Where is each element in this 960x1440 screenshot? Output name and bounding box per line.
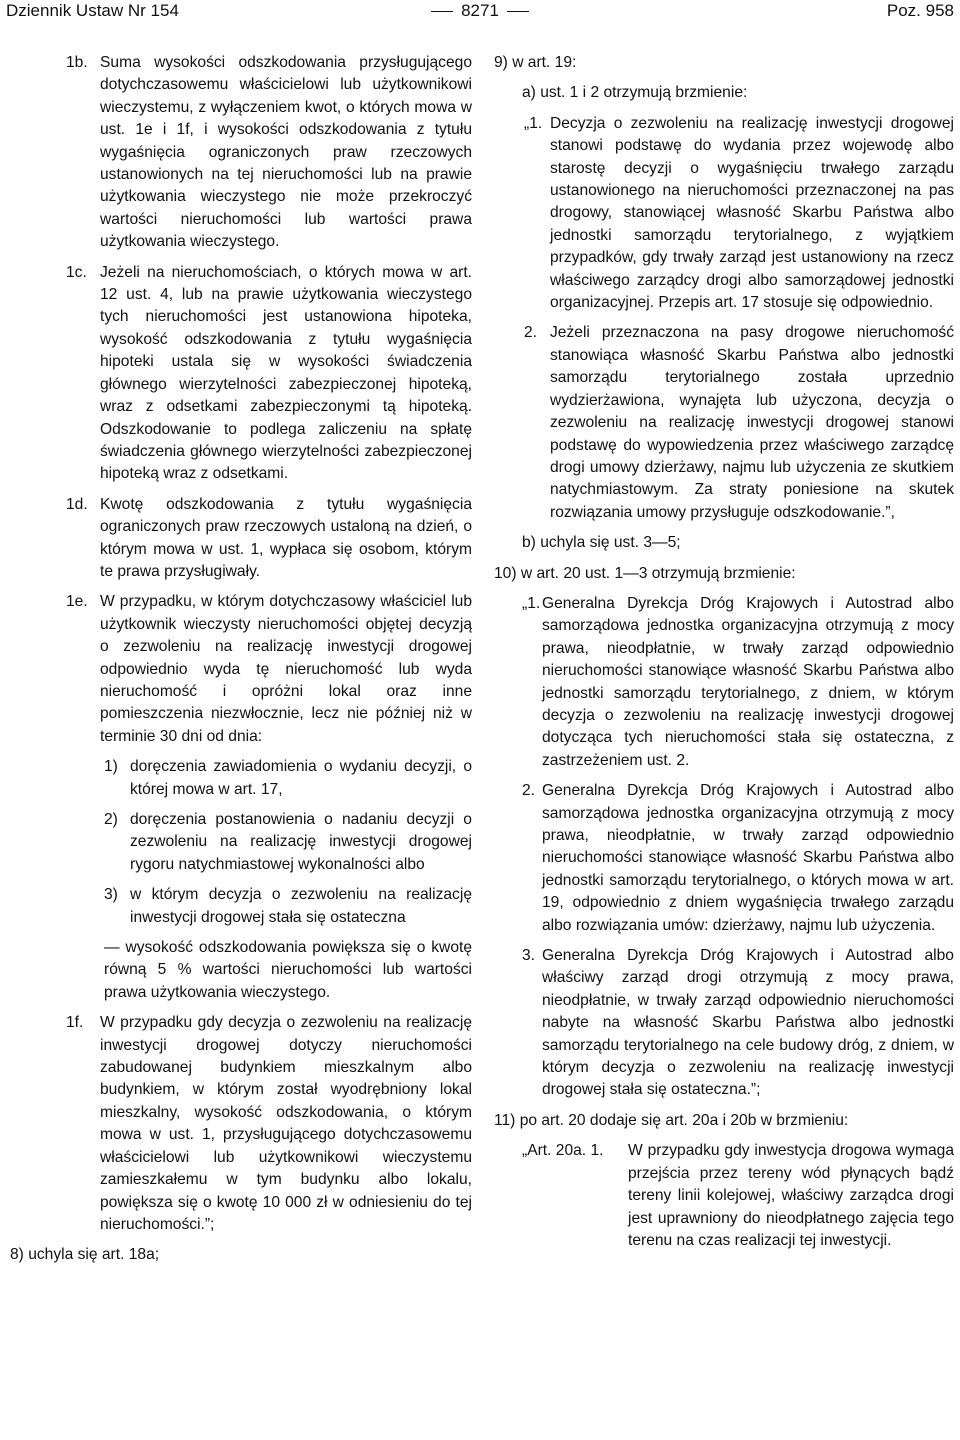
art20a-paragraph-1: [494, 1140, 954, 1252]
paragraph-text: Generalna Dyrekcja Dróg Krajowych i Autostrad albo samorządowa jednostka organizacyjna otrzymują z mocy prawa, nieodpłatnie, w trwały zarząd odpowiednio nieruchomości stanowiące własność Skarbu Państwa albo jednostki samorządu terytorialnego, z dniem, w którym decyzja o zezwoleniu na realizację inwestycji drogowej dotycząca tych nieruchomości stała się ostateczna, z zastrzeżeniem ust. 2.: [542, 594, 954, 769]
page-header: [6, 0, 954, 24]
paragraph-text: Suma wysokości odszkodowania przysługującego dotychczasowemu właścicielowi lub użytkownikowi wieczystemu, z wyłączeniem kwot, o których mowa w ust. 1e i 1f, i wysokości odszkodowania z tytułu wygaśnięcia ograniczonych praw rzeczowych ustanowionych na tej nieruchomości lub na prawie użytkowania wieczystego nie może przekroczyć wartości nieruchomości lub wartości prawa użytkowania wieczystego.: [100, 54, 472, 251]
paragraph-1e: [8, 591, 472, 748]
paragraph-number: 1c.: [66, 263, 87, 281]
item-11: 11) po art. 20 dodaje się art. 20a i 20b w brzmieniu:: [494, 1111, 849, 1129]
paragraph-1b: [8, 52, 472, 254]
paragraph-1d: [8, 494, 472, 584]
left-column: [8, 52, 472, 1275]
subitem-text: doręczenia postanowienia o nadaniu decyzji o zezwoleniu na realizację inwestycji drogowej rygoru natychmiastowej wykonalności albo: [130, 811, 472, 873]
subitem-text: w którym decyzja o zezwoleniu na realizację inwestycji drogowej stała się ostateczna: [130, 886, 472, 926]
subitem-3: [8, 884, 472, 929]
subitem-1: [8, 756, 472, 801]
subitem-number: 2): [104, 811, 118, 828]
journal-title: Dziennik Ustaw Nr 154: [6, 1, 179, 20]
item-9a: a) ust. 1 i 2 otrzymują brzmienie:: [522, 84, 748, 102]
quote-paragraph-2: [494, 322, 954, 524]
paragraph-1c: [8, 262, 472, 486]
paragraph-number: 1d.: [66, 495, 88, 513]
paragraph-number: „1.: [522, 594, 541, 612]
paragraph-1f: [8, 1012, 472, 1236]
dash-left: [431, 11, 453, 12]
subitem-text: doręczenia zawiadomienia o wydaniu decyzji, o której mowa w art. 17,: [130, 758, 472, 798]
quote-paragraph-1: [494, 113, 954, 315]
paragraph-number: 3.: [522, 947, 536, 965]
paragraph-text: Decyzja o zezwoleniu na realizację inwestycji drogowej stanowi podstawę do wydania przez wojewodę albo starostę decyzji o wygaśnięciu trwałego zarządu ustanowionego na nieruchomości przeznaczonej na pas drogowy, stanowiącej własność Skarbu Państwa albo jednostki samorządu terytorialnego, z wyjątkiem przypadków, gdy trwały zarząd jest ustanowiony na rzecz właściwego zarządcy drogi albo samorządowej jednostki organizacyjnej. Przepis art. 17 stosuje się odpowiednio.: [550, 114, 954, 312]
paragraph-text: W przypadku, w którym dotychczasowy właściciel lub użytkownik wieczysty nieruchomości objętej decyzją o zezwoleniu na realizację inwestycji drogowej odpowiednio wyda tę nieruchomość lub wyda nieruchomość i opróżni lokal oraz inne pomieszczenia niezwłocznie, lecz nie później niż w terminie 30 dni od dnia:: [100, 593, 472, 745]
paragraph-number: 1e.: [66, 593, 88, 611]
subitem-2: [8, 809, 472, 876]
paragraph-text: Generalna Dyrekcja Dróg Krajowych i Autostrad albo właściwy zarząd drogi otrzymują z mocy prawa, nieodpłatnie, w trwały zarząd odpowiednio nieruchomości nabyte na własność Skarbu Państwa albo jednostki samorządu terytorialnego na cele budowy dróg, z dniem, w którym decyzja o zezwoleniu na realizację inwestycji drogowej stała się ostateczna.”;: [542, 947, 954, 1099]
paragraph-number: „1.: [524, 114, 543, 132]
paragraph-number: 2.: [524, 324, 538, 342]
item-9: 9) w art. 19:: [494, 54, 577, 71]
position-number: Poz. 958: [886, 1, 954, 20]
paragraph-text: W przypadku gdy decyzja o zezwoleniu na realizację inwestycji drogowej dotyczy nieruchomości zabudowanej budynkiem mieszkalnym albo budynkiem, w którym został wyodrębniony lokal mieszkalny, wysokość odszkodowania, o którym mowa w ust. 1, przysługującego dotychczasowemu właścicielowi lub użytkownikowi wieczystemu zamieszkałemu w tym budynku albo lokalu, powiększa się o kwotę 10 000 zł w odniesieniu do tej nieruchomości.”;: [100, 1014, 472, 1233]
paragraph-text: Jeżeli na nieruchomościach, o których mowa w art. 12 ust. 4, lub na prawie użytkowania wieczystego tych nieruchomości jest ustanowiona hipoteka, wysokość odszkodowania z tytułu wygaśnięcia hipoteki ustala się w wysokości świadczenia głównego wierzytelności zabezpieczonej hipoteką, wraz z odsetkami zabezpieczonymi tą hipoteką. Odszkodowanie to podlega zaliczeniu na spłatę świadczenia głównego wierzytelności zabezpieczonej hipoteką wraz z odsetkami.: [100, 263, 472, 483]
paragraph-number: „Art. 20a. 1.: [522, 1142, 604, 1160]
right-column: [494, 52, 954, 1260]
paragraph-number: 2.: [522, 782, 536, 800]
item-10: 10) w art. 20 ust. 1—3 otrzymują brzmienie:: [494, 564, 796, 582]
art20-paragraph-2: [494, 780, 954, 937]
subitem-number: 3): [104, 886, 118, 904]
paragraph-number: 1b.: [66, 54, 88, 71]
art20-paragraph-3: [494, 945, 954, 1102]
dash-clause: — wysokość odszkodowania powiększa się o kwotę równą 5 % wartości nieruchomości lub wartości prawa użytkowania wieczystego.: [104, 939, 472, 1001]
item-9b: b) uchyla się ust. 3—5;: [522, 534, 681, 552]
page-number-wrap: [6, 0, 954, 22]
subitem-number: 1): [104, 758, 118, 776]
paragraph-text: W przypadku gdy inwestycja drogowa wymaga przejścia przez tereny wód płynących bądź tereny linii kolejowej, właściwy zarządca drogi jest uprawniony do nieodpłatnego zajęcia tego terenu na czas realizacji tej inwestycji.: [628, 1142, 954, 1249]
paragraph-number: 1f.: [66, 1014, 84, 1032]
dash-right: [507, 11, 529, 12]
paragraph-text: Generalna Dyrekcja Dróg Krajowych i Autostrad albo samorządowa jednostka organizacyjna otrzymują z mocy prawa, nieodpłatnie, w trwały zarząd odpowiednio nieruchomości stanowiące własność Skarbu Państwa albo jednostki samorządu terytorialnego, o których mowa w art. 19, odpowiednio z dniem wygaśnięcia trwałego zarządu albo rozwiązania umów: dzierżawy, najmu lub użyczenia.: [542, 782, 954, 934]
page-number: 8271: [461, 1, 499, 20]
item-8: 8) uchyla się art. 18a;: [10, 1246, 160, 1264]
paragraph-text: Kwotę odszkodowania z tytułu wygaśnięcia ograniczonych praw rzeczowych ustaloną na dzień, o którym mowa w ust. 1, wypłaca się osobom, którym te prawa przysługiwały.: [100, 495, 472, 580]
paragraph-text: Jeżeli przeznaczona na pasy drogowe nieruchomość stanowiąca własność Skarbu Państwa albo jednostki samorządu terytorialnego została uprzednio wydzierżawiona, wynajęta lub użyczona, decyzja o zezwoleniu na realizację inwestycji drogowej stanowi podstawę do wypowiedzenia przez właściwego zarządcę drogi umowy dzierżawy, najmu lub użyczenia ze skutkiem natychmiastowym. Za straty poniesione na skutek rozwiązania umowy przysługuje odszkodowanie.”,: [550, 324, 954, 521]
art20-paragraph-1: [494, 593, 954, 772]
